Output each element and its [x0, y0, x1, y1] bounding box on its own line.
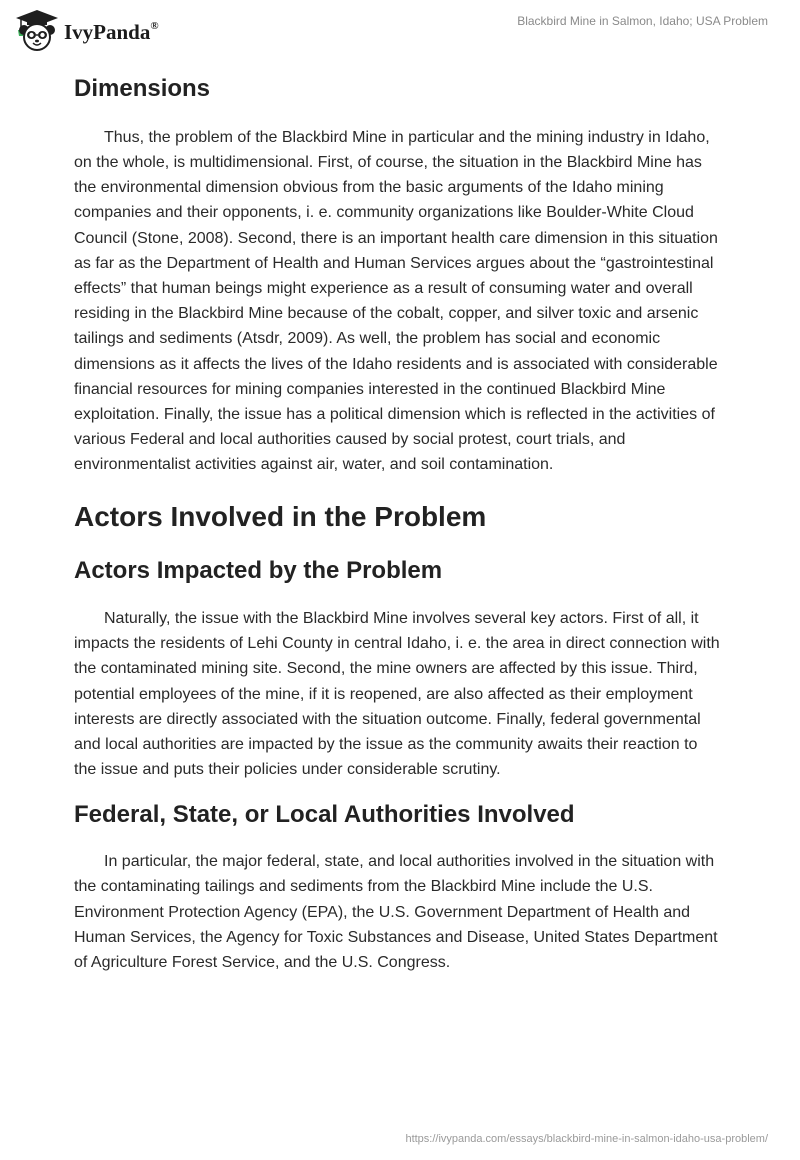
page-header [0, 0, 800, 60]
paragraph-dimensions: Thus, the problem of the Blackbird Mine in particular and the mining industry in Idaho, on the whole, is multidimensional. First, of course, the situation in the Blackbird Mine has the environmental dimension obvious from the basic arguments of the Idaho mining companies and their opponents, i. e. community organizations like Boulder-White Cloud Council (Stone, 2008). Second, there is an important health care dimension in this situation as far as the Department of Health and Human Services argues about the “gastrointestinal effects” that human beings might experience as a result of consuming water and overall residing in the Blackbird Mine because of the cobalt, copper, and silver toxic and arsenic tailings and sediments (Atsdr, 2009). As well, the problem has social and economic dimensions as it affects the lives of the Idaho residents and is associated with considerable financial resources for mining companies interested in the continued Blackbird Mine exploitation. Finally, the issue has a political dimension which is reflected in the activities of various Federal and local authorities caused by social protest, court trials, and environmentalist activities against air, water, and soil contamination. [74, 128, 718, 474]
heading-authorities: Federal, State, or Local Authorities Involved [74, 801, 575, 829]
paragraph-actors-impacted: Naturally, the issue with the Blackbird Mine involves several key actors. First of all, it impacts the residents of Lehi County in central Idaho, i. e. the area in direct connection with the contaminated mining site. Second, the mine owners are affected by this issue. Third, potential employees of the mine, if it is reopened, are also affected as their employment interests are directly associated with the situation outcome. Finally, federal governmental and local authorities are impacted by the issue as the community awaits their reaction to the issue and puts their policies under considerable scrutiny. [74, 610, 720, 779]
paragraph-authorities: In particular, the major federal, state, and local authorities involved in the situation with the contaminating tailings and sediments from the Blackbird Mine include the U.S. Environment Protection Agency (EPA), the U.S. Government Department of Health and Human Services, the Agency for Toxic Substances and Disease, United States Department of Agriculture Forest Service, and the U.S. Congress. [74, 853, 718, 972]
heading-dimensions: Dimensions [74, 75, 211, 102]
brand-name: IvyPanda® [64, 19, 159, 44]
source-url[interactable]: https://ivypanda.com/essays/blackbird-mine-in-salmon-idaho-usa-problem/ [405, 1133, 768, 1145]
ivypanda-logo[interactable] [14, 8, 159, 54]
panda-graduate-icon [14, 8, 60, 54]
heading-actors-involved: Actors Involved in the Problem [74, 500, 487, 532]
essay-content [74, 70, 724, 975]
document-title: Blackbird Mine in Salmon, Idaho; USA Problem [517, 14, 768, 28]
heading-actors-impacted: Actors Impacted by the Problem [74, 557, 443, 585]
